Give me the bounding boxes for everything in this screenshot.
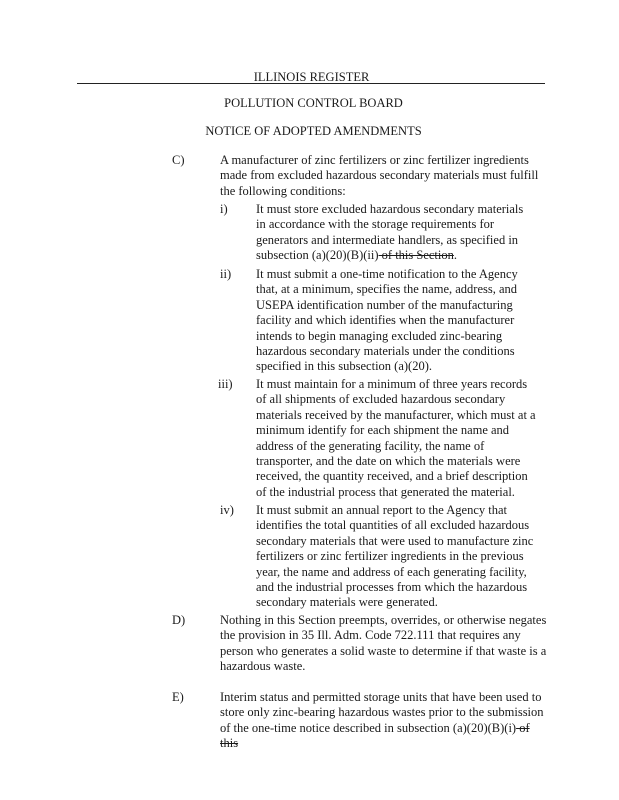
board-title: POLLUTION CONTROL BOARD — [224, 96, 403, 110]
paragraph-c-text: A manufacturer of zinc fertilizers or zinc fertilizer ingredients made from excluded hazardous secondary materials must fulfill the following conditions: — [220, 153, 539, 198]
struck-text: of this — [220, 720, 530, 751]
header-rule — [77, 83, 545, 84]
paragraph-d-text: Nothing in this Section preempts, overrides, or otherwise negates the provision in 35 Ill. Adm. Code 722.111 that requires any person who generates a solid waste to determine if that waste is a hazardous waste. — [220, 613, 547, 674]
subparagraph-i-text: It must store excluded hazardous secondary materials in accordance with the storage requirements for generators and intermediate handlers, as specified in subsection (a)(20)(B)(ii) of this Section. — [256, 202, 524, 263]
notice-title: NOTICE OF ADOPTED AMENDMENTS — [205, 124, 422, 138]
paragraph-d-label: D) — [172, 613, 186, 627]
subparagraph-ii-text: It must submit a one-time notification to the Agency that, at a minimum, specifies the name, address, and USEPA identification number of the manufacturing facility and which identifies when the manufacturer intends to begin managing excluded zinc-bearing hazardous secondary materials under the conditions specified in this subsection (a)(20). — [256, 267, 518, 374]
paragraph-c-label: C) — [172, 153, 185, 167]
register-title: ILLINOIS REGISTER — [253, 70, 370, 84]
paragraph-e-label: E) — [172, 690, 184, 704]
struck-text: of this Section — [378, 248, 454, 263]
subparagraph-iv-label: iv) — [220, 503, 234, 517]
subparagraph-ii-label: ii) — [220, 267, 232, 281]
subparagraph-iii-label: iii) — [218, 377, 233, 391]
subparagraph-i-label: i) — [220, 202, 228, 216]
subparagraph-iii-text: It must maintain for a minimum of three years records of all shipments of excluded hazardous secondary materials received by the manufacturer, which must at a minimum identify for each shipment the name and address of the generating facility, the name of transporter, and the date on which the materials were received, the quantity received, and a brief description of the industrial process that generated the material. — [256, 377, 536, 499]
paragraph-e-text: Interim status and permitted storage units that have been used to store only zinc-bearing hazardous wastes prior to the submission of the one-time notice described in subsection (a)(20)(B)(i) of this — [220, 690, 544, 751]
subparagraph-iv-text: It must submit an annual report to the Agency that identifies the total quantities of all excluded hazardous secondary materials that were used to manufacture zinc fertilizers or zinc fertilizer ingredients in the previous year, the name and address of each generating facility, and the industrial processes from which the hazardous secondary materials were generated. — [256, 503, 534, 610]
